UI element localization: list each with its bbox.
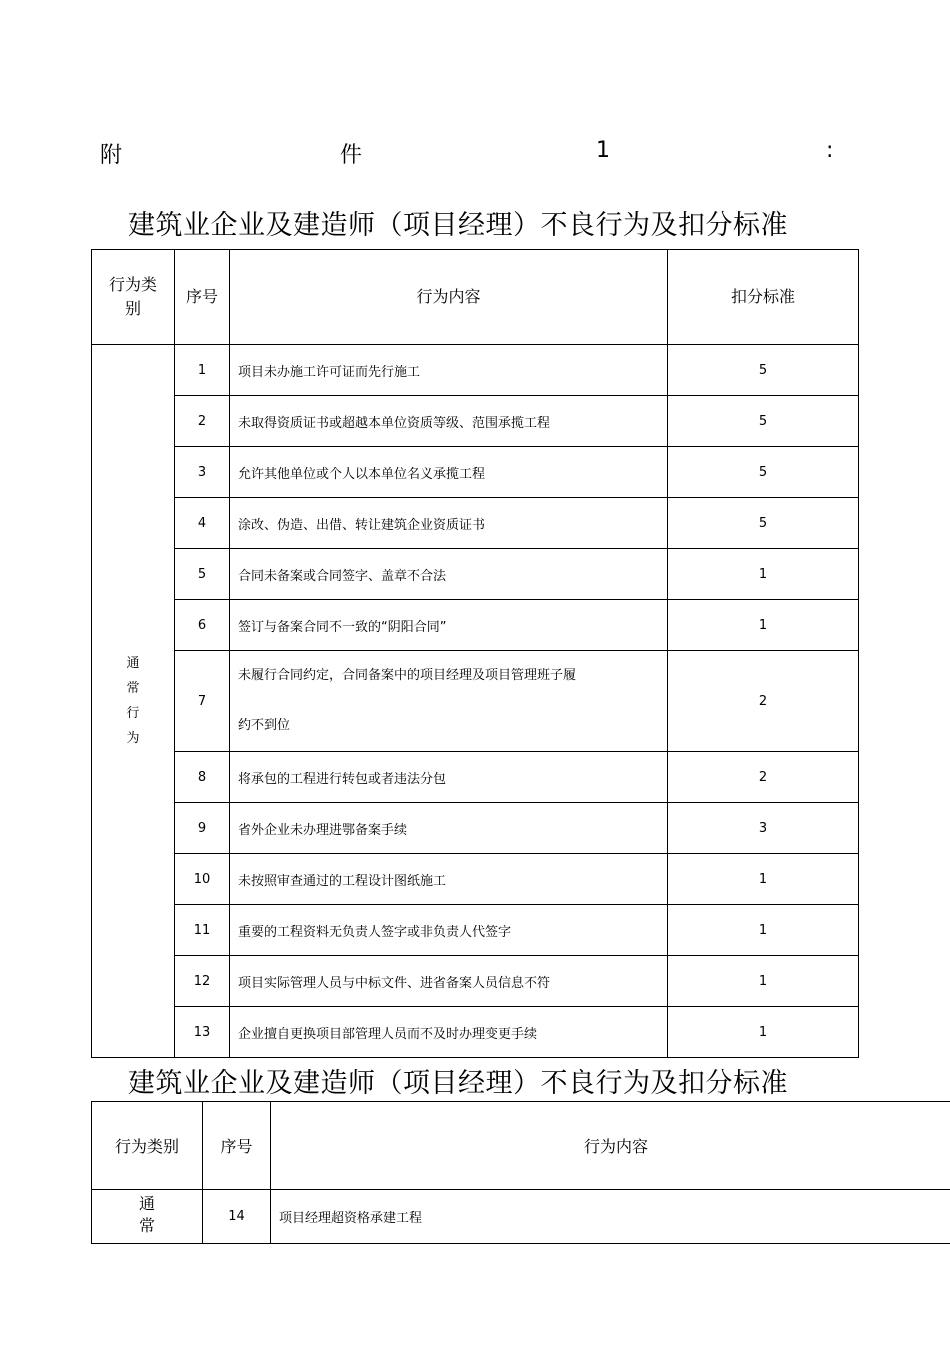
row-content: 未按照审查通过的工程设计图纸施工 xyxy=(230,854,668,905)
row-content: 未取得资质证书或超越本单位资质等级、范围承揽工程 xyxy=(230,396,668,447)
row-number: 5 xyxy=(175,549,230,600)
header-score: 扣分标准 xyxy=(668,250,859,345)
row-score: 5 xyxy=(668,447,859,498)
row-score: 5 xyxy=(668,345,859,396)
row-score: 1 xyxy=(668,905,859,956)
row-content-line: 约不到位 xyxy=(238,718,291,733)
row-score: 2 xyxy=(668,752,859,803)
attachment-char: : xyxy=(826,138,834,163)
header-content: 行为内容 xyxy=(271,1102,950,1190)
attachment-char: 附 xyxy=(100,143,123,168)
row-score: 1 xyxy=(668,600,859,651)
row-score: 5 xyxy=(668,498,859,549)
table-row xyxy=(92,854,859,905)
table-row xyxy=(92,498,859,549)
attachment-char: 1 xyxy=(596,138,610,163)
row-content: 企业擅自更换项目部管理人员而不及时办理变更手续 xyxy=(230,1007,668,1058)
row-score: 3 xyxy=(668,803,859,854)
category-cell xyxy=(92,1190,203,1244)
row-content: 省外企业未办理进鄂备案手续 xyxy=(230,803,668,854)
header-number: 序号 xyxy=(175,250,230,345)
table-row xyxy=(92,345,859,396)
header-category: 行为类别 xyxy=(92,1102,203,1190)
row-content xyxy=(230,651,668,752)
row-content: 涂改、伪造、出借、转让建筑企业资质证书 xyxy=(230,498,668,549)
row-number: 10 xyxy=(175,854,230,905)
header-category: 行为类别 xyxy=(92,250,175,345)
row-content: 项目未办施工许可证而先行施工 xyxy=(230,345,668,396)
row-score: 1 xyxy=(668,854,859,905)
table-header-row xyxy=(92,250,859,345)
row-content: 重要的工程资料无负责人签字或非负责人代签字 xyxy=(230,905,668,956)
category-char: 通 xyxy=(138,1194,155,1213)
table-row xyxy=(92,651,859,752)
penalty-table xyxy=(91,249,859,1058)
category-char: 常 xyxy=(138,1216,155,1235)
row-number: 12 xyxy=(175,956,230,1007)
table-row xyxy=(92,1007,859,1058)
row-number: 1 xyxy=(175,345,230,396)
row-score: 5 xyxy=(668,396,859,447)
row-content-line: 未履行合同约定，合同备案中的项目经理及项目管理班子履 xyxy=(238,668,577,683)
penalty-table-continued xyxy=(91,1101,950,1244)
row-number: 8 xyxy=(175,752,230,803)
row-number: 3 xyxy=(175,447,230,498)
page-title-repeat: 建筑业企业及建造师（项目经理）不良行为及扣分标准 xyxy=(128,1068,788,1099)
row-number: 11 xyxy=(175,905,230,956)
row-content: 允许其他单位或个人以本单位名义承揽工程 xyxy=(230,447,668,498)
table-row xyxy=(92,600,859,651)
table-row xyxy=(92,905,859,956)
row-content: 签订与备案合同不一致的“阴阳合同” xyxy=(230,600,668,651)
row-score: 1 xyxy=(668,549,859,600)
header-number: 序号 xyxy=(203,1102,271,1190)
row-number: 9 xyxy=(175,803,230,854)
row-content: 合同未备案或合同签字、盖章不合法 xyxy=(230,549,668,600)
category-cell xyxy=(92,345,175,1058)
row-number: 4 xyxy=(175,498,230,549)
page-title: 建筑业企业及建造师（项目经理）不良行为及扣分标准 xyxy=(128,210,788,241)
row-number: 13 xyxy=(175,1007,230,1058)
row-number: 7 xyxy=(175,651,230,752)
table-row xyxy=(92,549,859,600)
table-row xyxy=(92,803,859,854)
row-number: 6 xyxy=(175,600,230,651)
table-row xyxy=(92,1190,950,1244)
attachment-char: 件 xyxy=(340,143,363,168)
row-score: 1 xyxy=(668,956,859,1007)
row-content: 项目实际管理人员与中标文件、进省备案人员信息不符 xyxy=(230,956,668,1007)
table-row xyxy=(92,396,859,447)
table-row xyxy=(92,752,859,803)
row-score: 1 xyxy=(668,1007,859,1058)
table-row xyxy=(92,956,859,1007)
category-label: 通常行为 xyxy=(126,656,140,746)
table-row xyxy=(92,447,859,498)
row-score: 2 xyxy=(668,651,859,752)
row-content: 将承包的工程进行转包或者违法分包 xyxy=(230,752,668,803)
header-content: 行为内容 xyxy=(230,250,668,345)
row-content: 项目经理超资格承建工程 xyxy=(271,1190,950,1244)
row-number: 14 xyxy=(203,1190,271,1244)
row-number: 2 xyxy=(175,396,230,447)
table-header-row xyxy=(92,1102,950,1190)
